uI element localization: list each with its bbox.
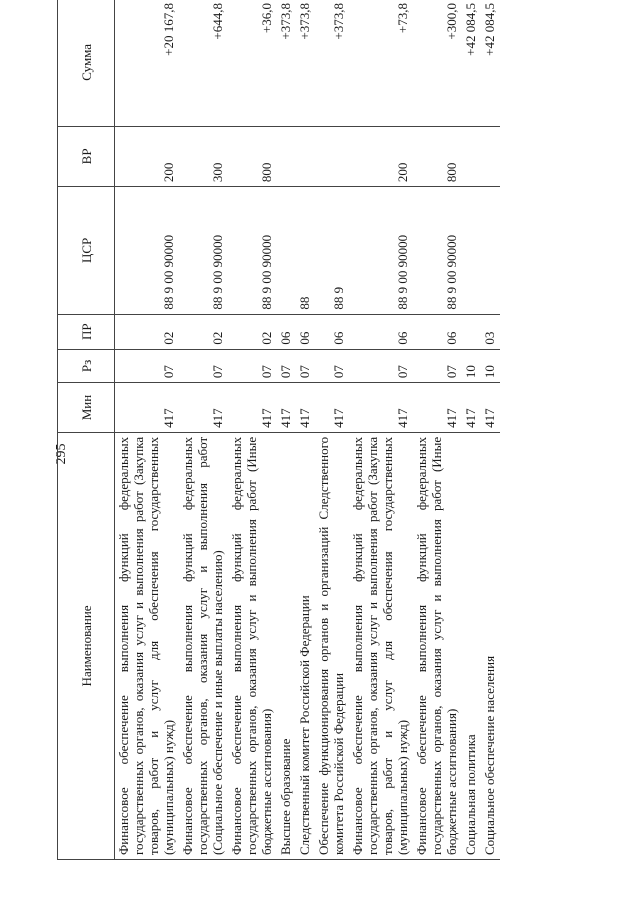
row-csr: 88 [296, 187, 315, 315]
row-rz: 07 [315, 349, 349, 383]
row-csr [277, 187, 296, 315]
row-min: 417 [413, 383, 462, 433]
row-name: Финансовое обеспечение выполнения функций федеральных государственных органов, оказания услуг и выполнения работ (Закупка товаров, работ и услуг для обеспечения государственных (муниципальных) нужд) [349, 432, 413, 859]
table-row [462, 0, 481, 860]
row-vr [462, 126, 481, 186]
row-min: 417 [179, 383, 228, 433]
row-min: 417 [315, 383, 349, 433]
row-name: Обеспечение функционирования органов и организаций Следственного комитета Российской Федерации [315, 432, 349, 859]
table-header-row [58, 0, 115, 860]
row-csr: 88 9 00 90000 [413, 187, 462, 315]
row-vr: 800 [413, 126, 462, 186]
row-sum: +373,8 [277, 0, 296, 126]
row-min: 417 [481, 383, 500, 433]
row-rz: 07 [179, 349, 228, 383]
row-pr: 06 [349, 314, 413, 349]
row-csr: 88 9 00 90000 [349, 187, 413, 315]
row-rz: 07 [349, 349, 413, 383]
row-vr: 300 [179, 126, 228, 186]
row-rz: 07 [413, 349, 462, 383]
header-sum: Сумма [58, 0, 115, 126]
table-row [228, 0, 277, 860]
row-name: Социальное обеспечение населения [481, 432, 500, 859]
row-pr: 02 [179, 314, 228, 349]
row-name: Следственный комитет Российской Федерации [296, 432, 315, 859]
row-pr: 06 [315, 314, 349, 349]
table-row [179, 0, 228, 860]
row-sum: +36,0 [228, 0, 277, 126]
row-name: Финансовое обеспечение выполнения функций федеральных государственных органов, оказания услуг и выполнения работ (Иные бюджетные ассигнования) [228, 432, 277, 859]
header-name: Наименование [58, 432, 115, 859]
row-min: 417 [277, 383, 296, 433]
table-row [277, 0, 296, 860]
row-sum: +644,8 [179, 0, 228, 126]
row-sum: +42 084,5 [481, 0, 500, 126]
row-rz: 07 [296, 349, 315, 383]
row-vr: 200 [115, 126, 180, 186]
table-row [349, 0, 413, 860]
row-name: Финансовое обеспечение выполнения функций федеральных государственных органов, оказания услуг и выполнения работ (Закупка товаров, работ и услуг для обеспечения государственных (муниципальных) нужд) [115, 432, 180, 859]
row-pr [462, 314, 481, 349]
row-pr: 06 [277, 314, 296, 349]
row-name: Высшее образование [277, 432, 296, 859]
row-pr: 03 [481, 314, 500, 349]
row-pr: 02 [115, 314, 180, 349]
header-rz: Рз [58, 349, 115, 383]
header-vr: ВР [58, 126, 115, 186]
row-sum: +373,8 [296, 0, 315, 126]
row-csr [462, 187, 481, 315]
row-sum: +20 167,8 [115, 0, 180, 126]
row-rz: 10 [462, 349, 481, 383]
table-row [481, 0, 500, 860]
row-sum: +300,0 [413, 0, 462, 126]
row-vr [481, 126, 500, 186]
row-min: 417 [462, 383, 481, 433]
table-row [296, 0, 315, 860]
table-row [413, 0, 462, 860]
row-sum: +42 084,5 [462, 0, 481, 126]
page-number: 295 [54, 443, 69, 465]
header-csr: ЦСР [58, 187, 115, 315]
row-csr: 88 9 00 90000 [115, 187, 180, 315]
row-name: Финансовое обеспечение выполнения функций федеральных государственных органов, оказания услуг и выполнения работ (Иные бюджетные ассигнования) [413, 432, 462, 859]
row-pr: 06 [296, 314, 315, 349]
row-csr: 88 9 00 90000 [228, 187, 277, 315]
row-rz: 10 [481, 349, 500, 383]
row-vr [315, 126, 349, 186]
row-rz: 07 [115, 349, 180, 383]
table-row [315, 0, 349, 860]
row-pr: 06 [413, 314, 462, 349]
table-row [115, 0, 180, 860]
row-min: 417 [296, 383, 315, 433]
row-name: Финансовое обеспечение выполнения функций федеральных государственных органов, оказания услуг и выполнения работ (Социальное обеспечение и иные выплаты населению) [179, 432, 228, 859]
budget-table [57, 0, 500, 860]
row-vr: 200 [349, 126, 413, 186]
row-csr: 88 9 [315, 187, 349, 315]
rotated-page-content [57, 0, 590, 860]
row-csr: 88 9 00 90000 [179, 187, 228, 315]
row-sum: +73,8 [349, 0, 413, 126]
row-vr [296, 126, 315, 186]
row-min: 417 [115, 383, 180, 433]
row-csr [481, 187, 500, 315]
row-sum: +373,8 [315, 0, 349, 126]
row-name: Социальная политика [462, 432, 481, 859]
row-vr [277, 126, 296, 186]
header-min: Мин [58, 383, 115, 433]
row-min: 417 [349, 383, 413, 433]
header-pr: ПР [58, 314, 115, 349]
row-min: 417 [228, 383, 277, 433]
row-pr: 02 [228, 314, 277, 349]
row-rz: 07 [228, 349, 277, 383]
row-vr: 800 [228, 126, 277, 186]
row-rz: 07 [277, 349, 296, 383]
